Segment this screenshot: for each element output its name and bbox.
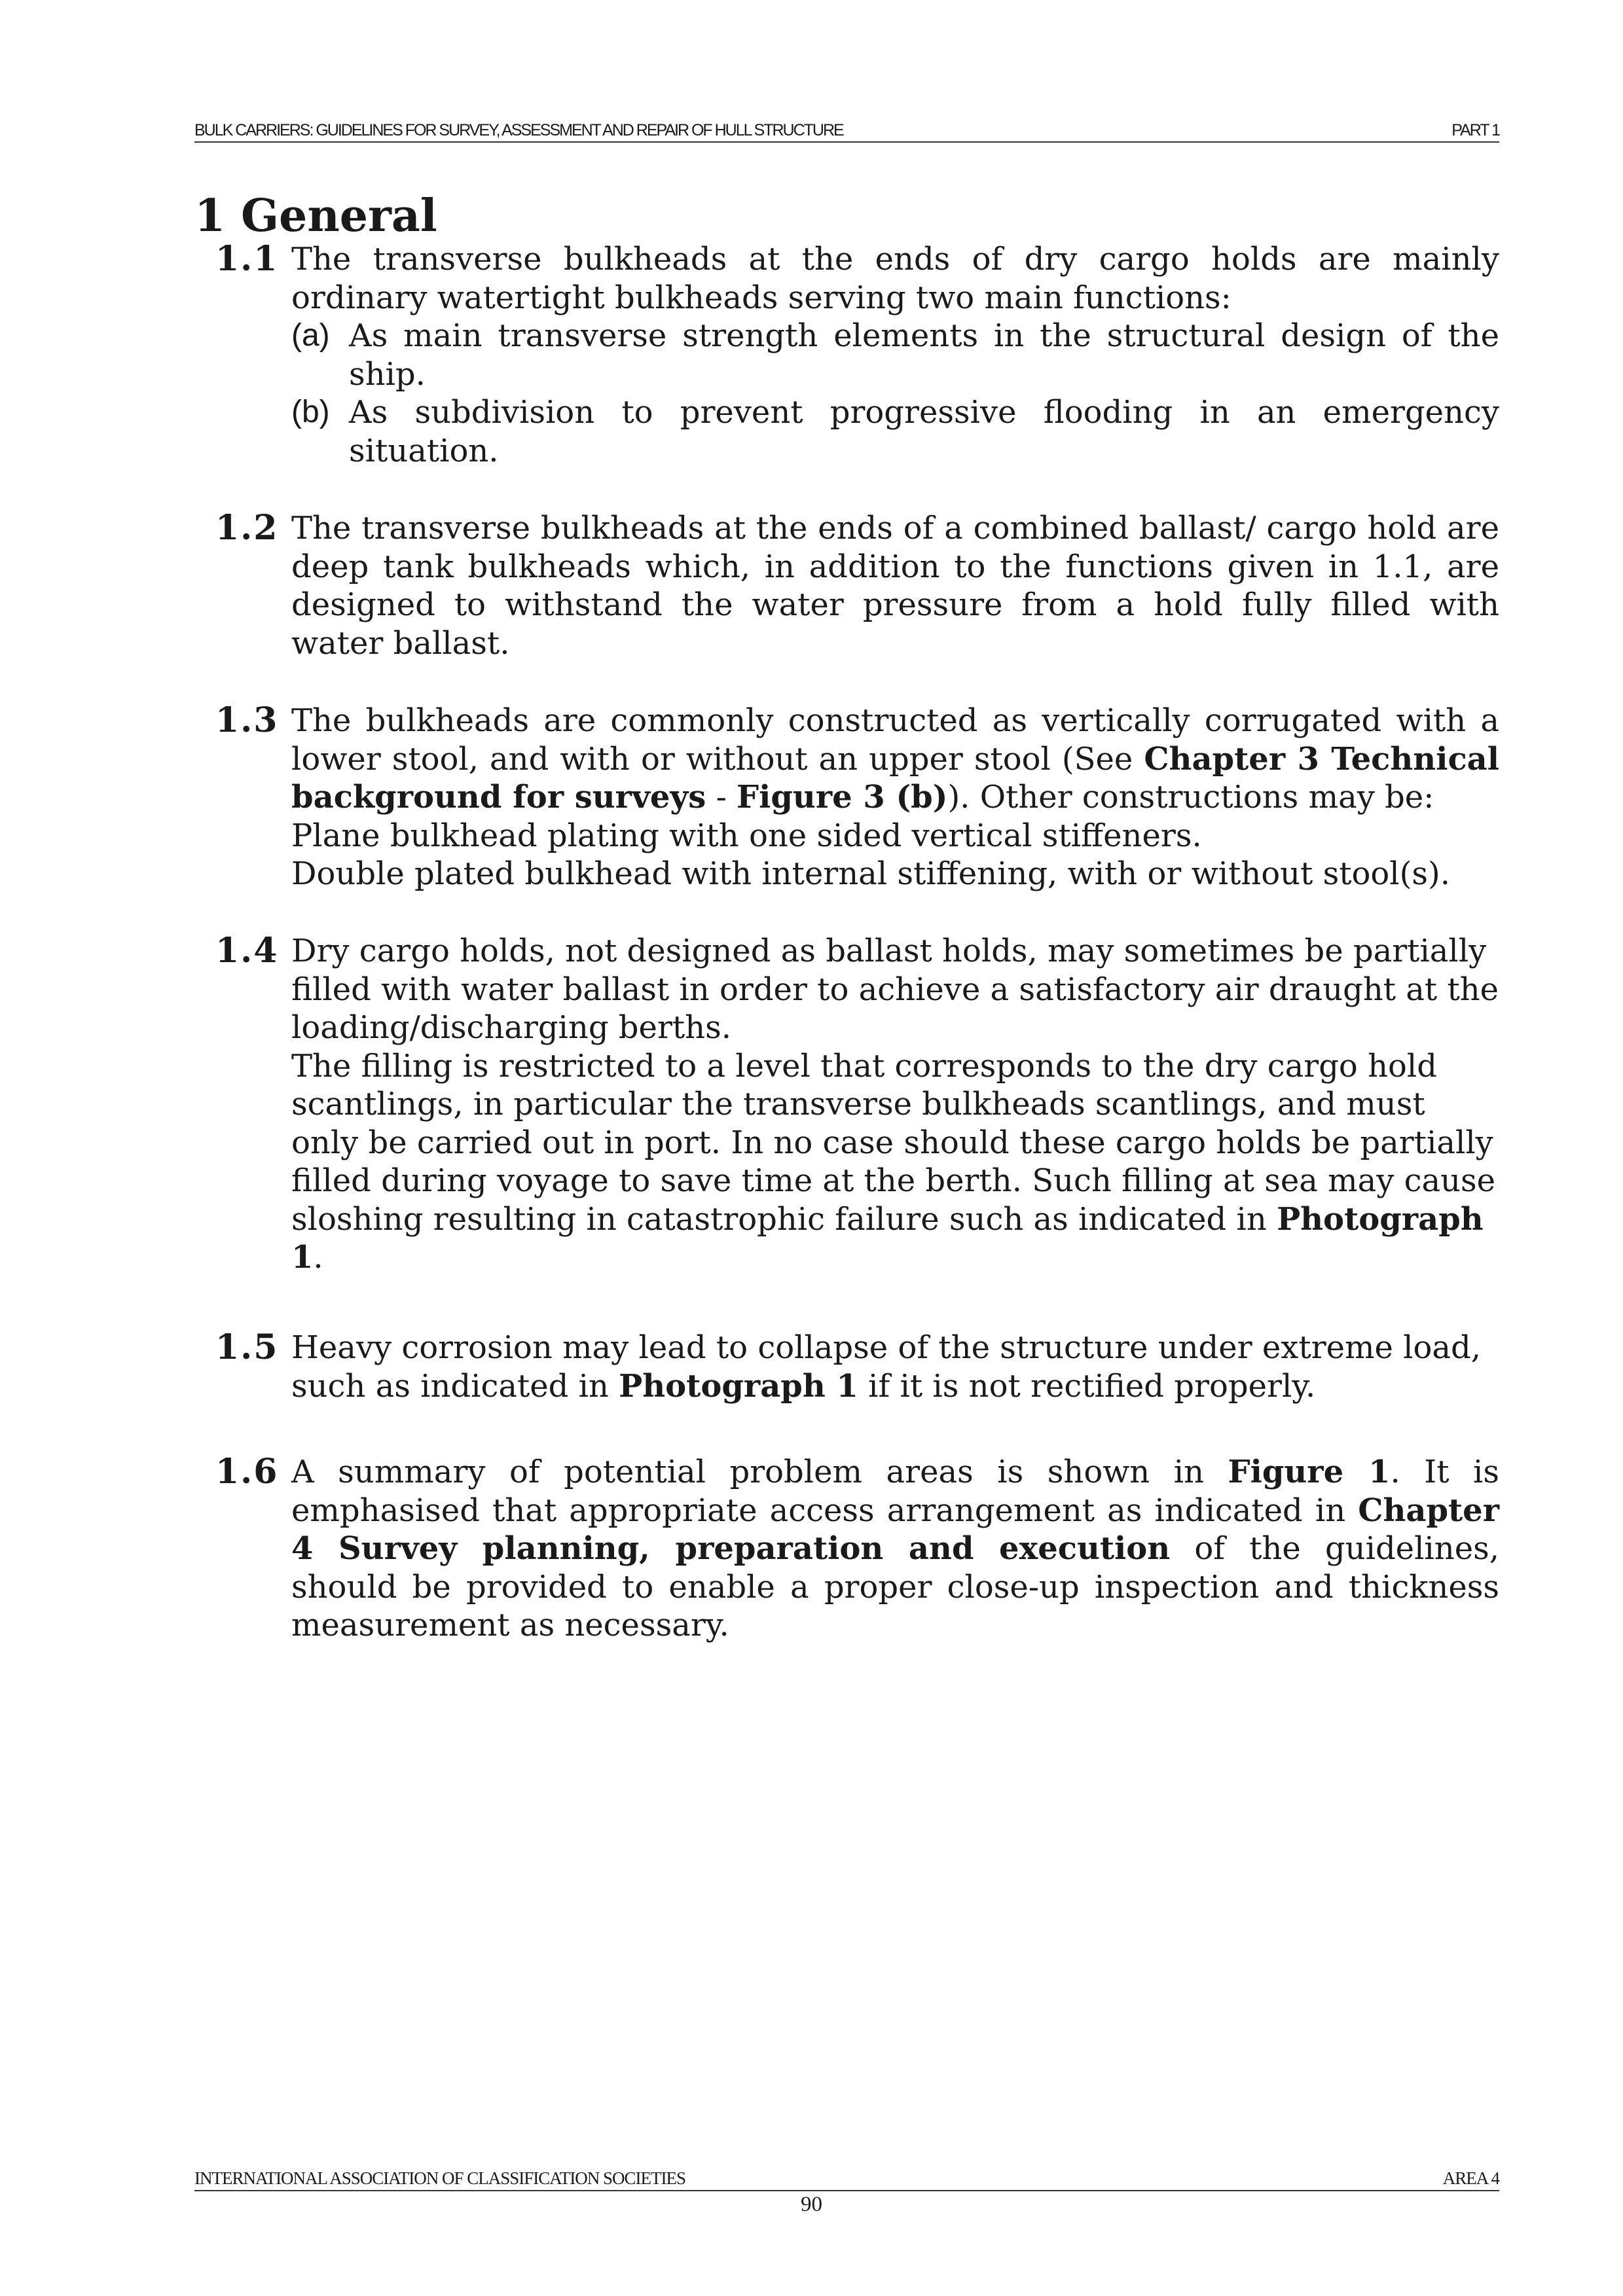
- paragraph-number: 1.4: [215, 931, 279, 971]
- list-text: As subdivision to prevent progressive flooding in an emergency situation.: [349, 394, 1499, 469]
- figure-reference: Figure 3 (b): [737, 779, 948, 816]
- paragraph-1-1: [194, 240, 1499, 470]
- construction-option: Double plated bulkhead with internal stiffening, with or without stool(s).: [291, 855, 1450, 892]
- paragraph-number: 1.5: [215, 1327, 279, 1367]
- list-label: (a): [291, 318, 330, 353]
- footer-area: AREA 4: [1442, 2168, 1499, 2188]
- paragraph-1-5: [194, 1329, 1499, 1405]
- page-footer: [194, 2168, 1499, 2191]
- list-label: (b): [291, 395, 330, 429]
- figure-reference: Figure 1: [1228, 1454, 1391, 1490]
- paragraph-number: 1.3: [215, 700, 279, 740]
- photograph-reference: Photograph 1: [619, 1367, 858, 1405]
- paragraph-text: A summary of potential problem areas is shown in Figure 1. It is emphasised that appropriate access arrangement as indicated in Chapter 4 Survey planning, preparation and execution of the guidelines, should be provided to enable a proper close-up inspection and thickness measurement as necessary.: [291, 1454, 1499, 1643]
- list-text: As main transverse strength elements in the structural design of the ship.: [349, 317, 1499, 393]
- paragraph-text: The transverse bulkheads at the ends of dry cargo holds are mainly ordinary watertight bulkheads serving two main functions:: [291, 241, 1499, 316]
- paragraph-text: Heavy corrosion may lead to collapse of the structure under extreme load, such as indicated in Photograph 1 if it is not rectified properly.: [291, 1329, 1482, 1405]
- footer-organization: INTERNATIONAL ASSOCIATION OF CLASSIFICATION SOCIETIES: [194, 2168, 686, 2188]
- paragraph-text: The transverse bulkheads at the ends of a combined ballast/ cargo hold are deep tank bulkheads which, in addition to the functions given in 1.1, are designed to withstand the water pressure from a hold fully filled with water ballast.: [291, 510, 1499, 662]
- chapter-reference: Chapter 3 Technical background for surveys: [291, 740, 1500, 816]
- paragraph-number: 1.1: [215, 239, 279, 279]
- paragraph-text: Dry cargo holds, not designed as ballast holds, may sometimes be partially filled with water ballast in order to achieve a satisfactory air draught at the loading/discharging berths.: [291, 933, 1499, 1046]
- paragraph-number: 1.2: [215, 508, 279, 548]
- page-number: 90: [801, 2193, 822, 2216]
- list-item-a: [291, 317, 1499, 393]
- paragraph-text: The bulkheads are commonly constructed as vertically corrugated with a lower stool, and with or without an upper stool (See Chapter 3 Technical background for surveys - Figure 3 (b)). Other constructions may be:: [291, 702, 1500, 816]
- chapter-reference: Chapter 4 Survey planning, preparation and execution: [291, 1492, 1499, 1567]
- paragraph-1-4: [194, 932, 1499, 1277]
- paragraph-1-6: [194, 1453, 1499, 1645]
- paragraph-1-3: [194, 702, 1499, 893]
- paragraph-1-2: [194, 509, 1499, 662]
- page-header: [194, 120, 1499, 143]
- list-item-b: [291, 393, 1499, 470]
- construction-option: Plane bulkhead plating with one sided vertical stiffeners.: [291, 817, 1202, 854]
- header-part: PART 1: [1451, 121, 1499, 139]
- header-title: BULK CARRIERS: GUIDELINES FOR SURVEY, ASSESSMENT AND REPAIR OF HULL STRUCTURE: [194, 121, 843, 139]
- paragraph-text: The filling is restricted to a level that corresponds to the dry cargo hold scantlings, in particular the transverse bulkheads scantlings, and must only be carried out in port. In no case should these cargo holds be partially filled during voyage to save time at the berth. Such filling at sea may cause sloshing resulting in catastrophic failure such as indicated in Photograph 1.: [291, 1047, 1496, 1276]
- paragraph-number: 1.6: [215, 1452, 279, 1492]
- section-title: 1 General: [194, 190, 437, 242]
- photograph-reference: Photograph 1: [291, 1200, 1484, 1276]
